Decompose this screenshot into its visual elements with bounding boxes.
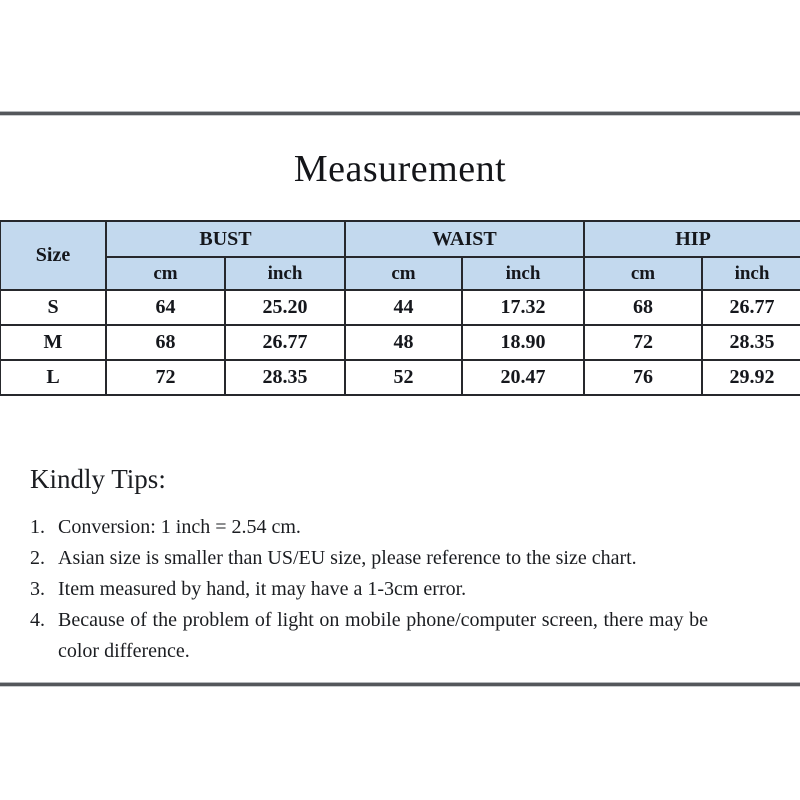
waist-cm-header: cm [345,257,462,290]
waist-cm-cell: 44 [345,290,462,325]
table-row-size-l [0,360,800,395]
hip-cm-cell: 68 [584,290,702,325]
waist-inch-cell: 20.47 [462,360,584,395]
tip-item-4 [30,605,754,667]
bust-cm-cell: 68 [106,325,225,360]
bust-cm-header: cm [106,257,225,290]
waist-group-header: WAIST [345,221,584,257]
tip-number: 4. [30,609,45,631]
size-cell: M [0,325,106,360]
tip-text: Conversion: 1 inch = 2.54 cm. [58,516,301,538]
waist-inch-cell: 18.90 [462,325,584,360]
bust-inch-cell: 26.77 [225,325,345,360]
tip-number: 3. [30,578,45,600]
unit-header-row [0,257,800,290]
kindly-tips-section [30,464,754,667]
tip-text: Item measured by hand, it may have a 1-3cm error. [58,578,467,600]
hip-inch-header: inch [702,257,800,290]
bust-inch-header: inch [225,257,345,290]
waist-inch-header: inch [462,257,584,290]
top-divider [0,112,800,115]
size-column-header: Size [0,221,106,290]
size-cell: L [0,360,106,395]
waist-inch-cell: 17.32 [462,290,584,325]
tip-number: 1. [30,516,45,538]
hip-cm-header: cm [584,257,702,290]
tip-item-1 [30,512,754,543]
hip-inch-cell: 26.77 [702,290,800,325]
group-header-row [0,221,800,257]
waist-cm-cell: 52 [345,360,462,395]
page-title: Measurement [293,148,507,190]
size-chart-table [0,220,800,396]
hip-cm-cell: 76 [584,360,702,395]
table-row-size-s [0,290,800,325]
bust-group-header: BUST [106,221,345,257]
waist-cm-cell: 48 [345,325,462,360]
hip-inch-cell: 29.92 [702,360,800,395]
tip-text: Asian size is smaller than US/EU size, please reference to the size chart. [58,547,637,569]
table-row-size-m [0,325,800,360]
hip-cm-cell: 72 [584,325,702,360]
bust-inch-cell: 25.20 [225,290,345,325]
tips-heading: Kindly Tips: [30,464,166,494]
hip-group-header: HIP [584,221,800,257]
tip-item-3 [30,574,754,605]
bust-inch-cell: 28.35 [225,360,345,395]
bust-cm-cell: 72 [106,360,225,395]
tip-text: Because of the problem of light on mobile phone/computer screen, there may be color difference. [58,609,708,662]
tip-number: 2. [30,547,45,569]
bottom-divider [0,683,800,686]
tip-item-2 [30,543,754,574]
size-cell: S [0,290,106,325]
bust-cm-cell: 64 [106,290,225,325]
hip-inch-cell: 28.35 [702,325,800,360]
